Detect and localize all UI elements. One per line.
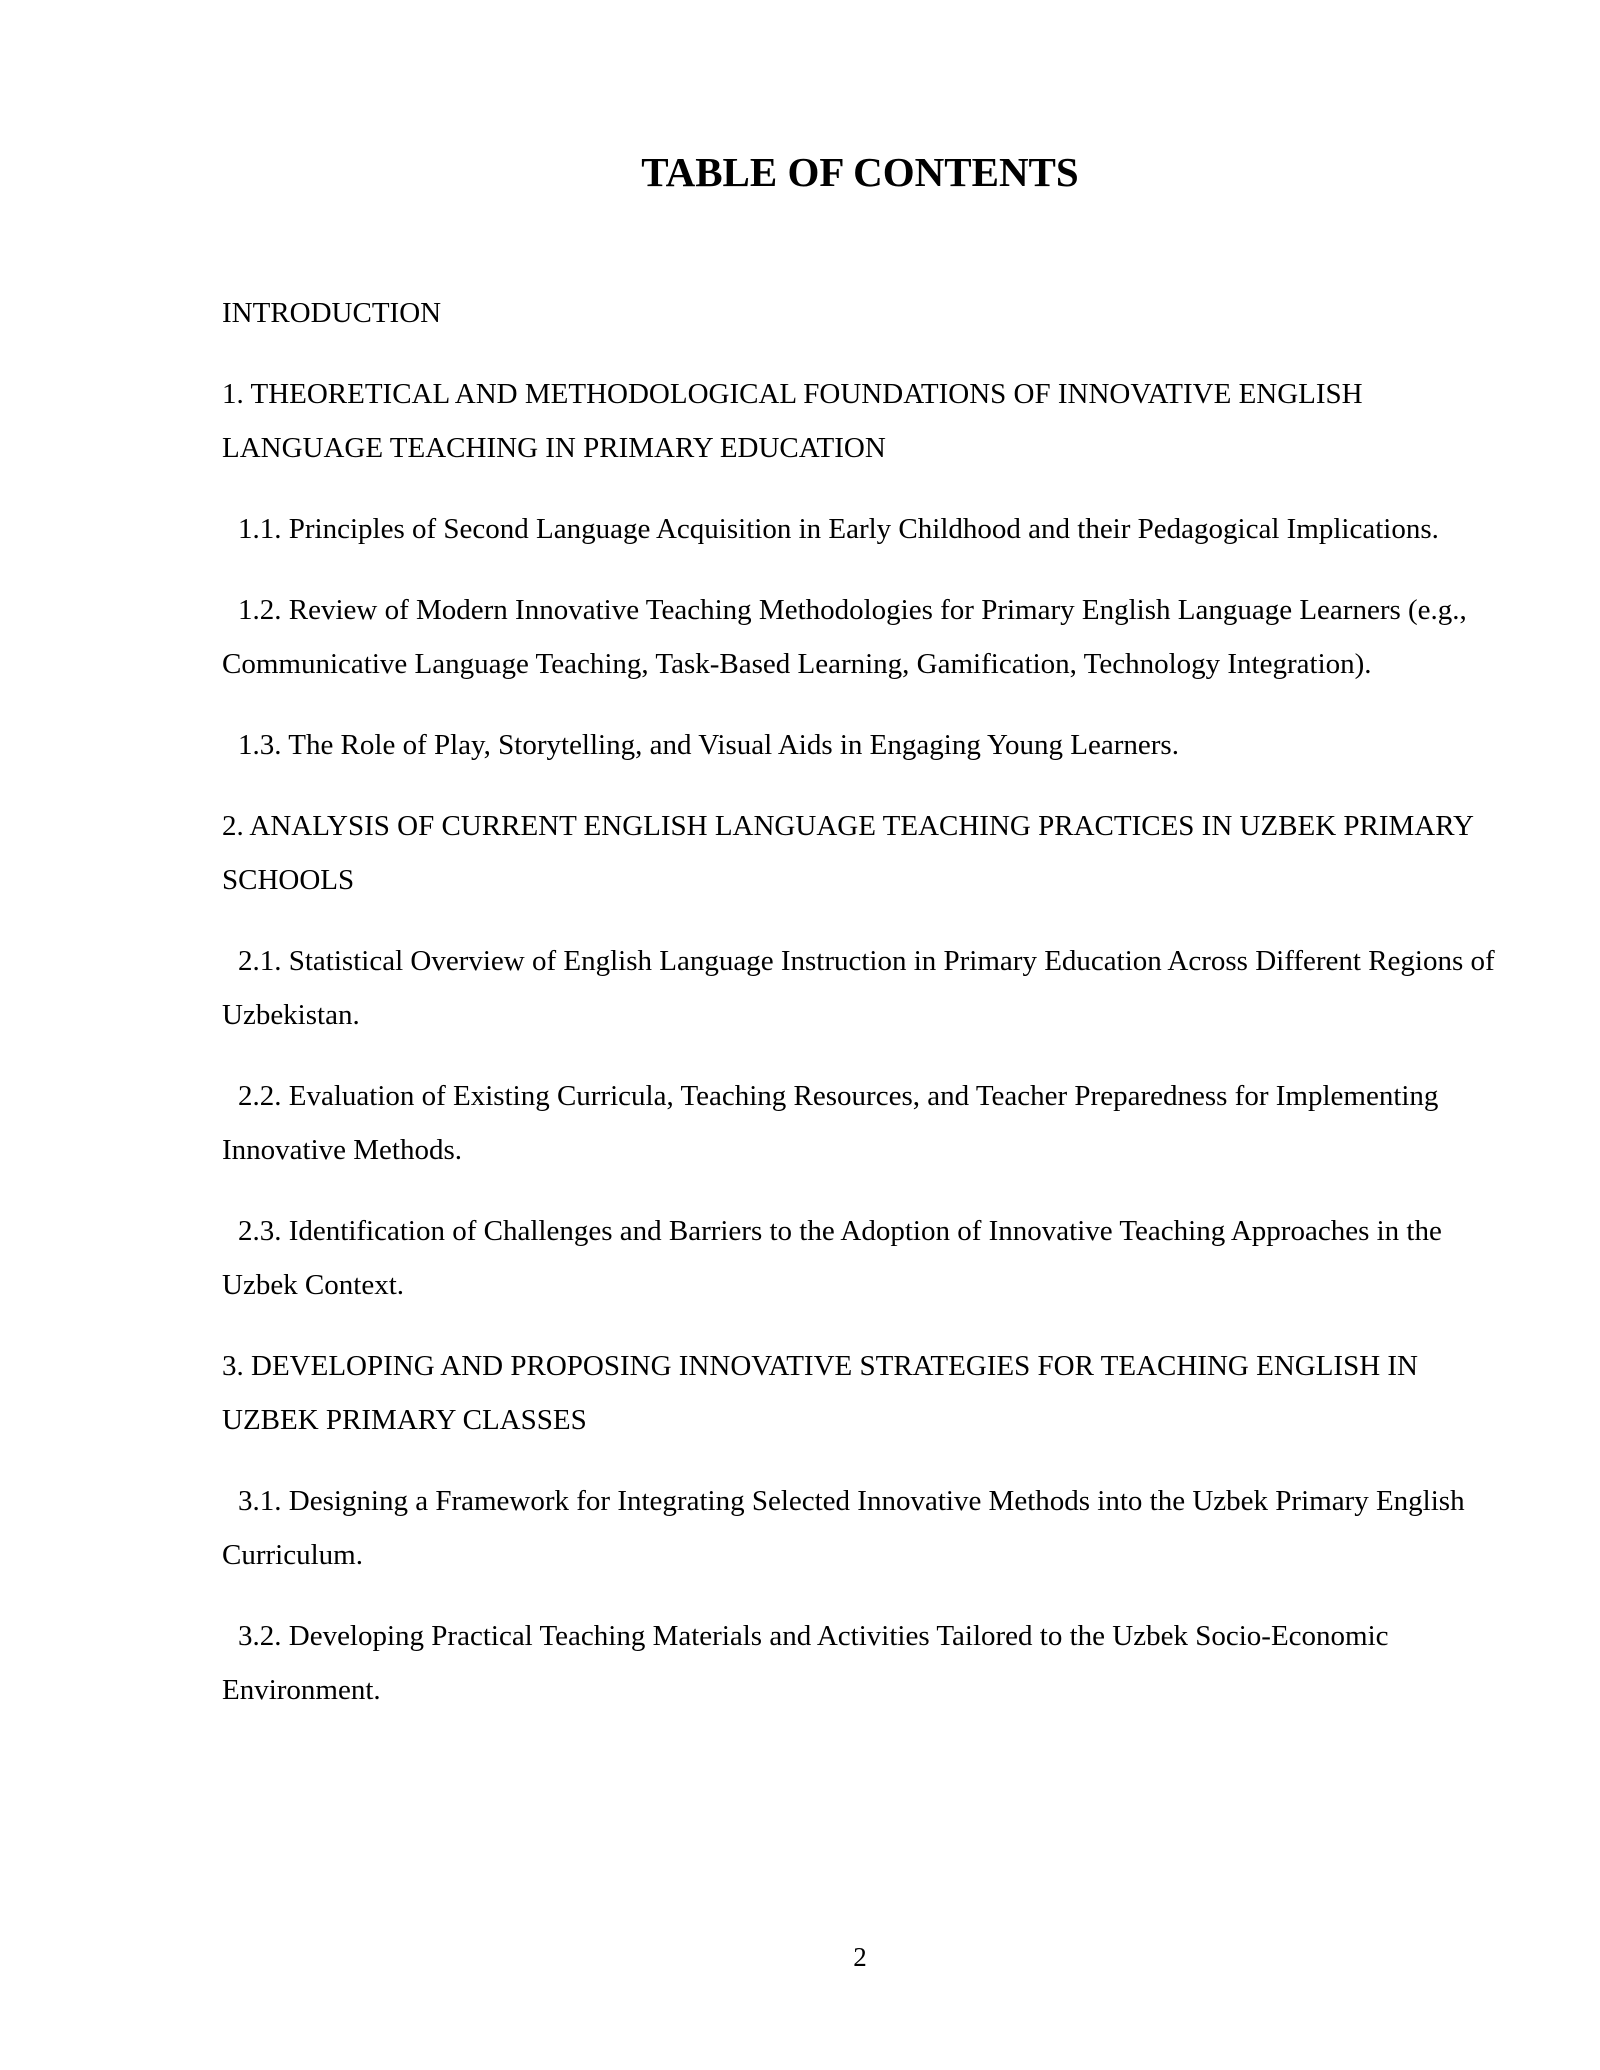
toc-section-3-1: 3.1. Designing a Framework for Integrating Selected Innovative Methods into the Uzbek Primary English Curriculum. [222,1485,1465,1571]
page-number: 2 [853,1942,867,1972]
toc-chapter-1: 1. THEORETICAL AND METHODOLOGICAL FOUNDATIONS OF INNOVATIVE ENGLISH LANGUAGE TEACHING IN PRIMARY EDUCATION [222,378,1363,464]
toc-section-3-2: 3.2. Developing Practical Teaching Materials and Activities Tailored to the Uzbek Socio-Economic Environment. [222,1620,1389,1706]
toc-section-2-1: 2.1. Statistical Overview of English Language Instruction in Primary Education Across Different Regions of Uzbekistan. [222,945,1495,1031]
toc-entry-introduction: INTRODUCTION [222,297,442,329]
table-of-contents [222,286,1512,1744]
toc-section-1-3: 1.3. The Role of Play, Storytelling, and Visual Aids in Engaging Young Learners. [238,729,1179,761]
page-title: TABLE OF CONTENTS [641,149,1079,195]
toc-chapter-3: 3. DEVELOPING AND PROPOSING INNOVATIVE STRATEGIES FOR TEACHING ENGLISH IN UZBEK PRIMARY CLASSES [222,1350,1418,1436]
toc-section-2-2: 2.2. Evaluation of Existing Curricula, Teaching Resources, and Teacher Preparedness for Implementing Innovative Methods. [222,1080,1439,1166]
toc-section-2-3: 2.3. Identification of Challenges and Barriers to the Adoption of Innovative Teaching Approaches in the Uzbek Context. [222,1215,1442,1301]
toc-chapter-2: 2. ANALYSIS OF CURRENT ENGLISH LANGUAGE TEACHING PRACTICES IN UZBEK PRIMARY SCHOOLS [222,810,1473,896]
toc-section-1-1: 1.1. Principles of Second Language Acquisition in Early Childhood and their Pedagogical Implications. [238,513,1439,545]
toc-section-1-2: 1.2. Review of Modern Innovative Teaching Methodologies for Primary English Language Learners (e.g., Communicative Language Teaching, Task-Based Learning, Gamification, Technology Integration). [222,594,1467,680]
